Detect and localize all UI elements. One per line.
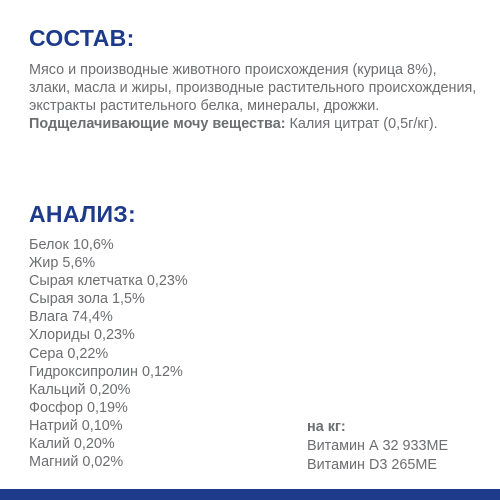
analysis-heading: АНАЛИЗ: — [29, 201, 136, 227]
nutrient-moisture: Влага 74,4% — [29, 309, 113, 326]
vitamin-d3: Витамин D3 265МЕ — [307, 457, 437, 473]
nutrient-potassium: Калий 0,20% — [29, 436, 115, 453]
nutrient-calcium: Кальций 0,20% — [29, 381, 131, 398]
nutrient-magnesium: Магний 0,02% — [29, 454, 124, 471]
per-kg-section — [307, 418, 448, 475]
bottom-bar — [0, 489, 500, 500]
nutrient-crude-ash: Сырая зола 1,5% — [29, 291, 145, 308]
nutrient-list — [29, 236, 188, 471]
composition-heading: СОСТАВ: — [29, 25, 135, 51]
nutrient-sodium: Натрий 0,10% — [29, 417, 123, 434]
nutrient-phosphorus: Фосфор 0,19% — [29, 399, 128, 416]
nutrient-protein: Белок 10,6% — [29, 237, 114, 253]
urine-alkalizer-value: Калия цитрат (0,5г/кг). — [285, 116, 438, 132]
nutrient-sulfur: Сера 0,22% — [29, 345, 109, 362]
vitamin-a: Витамин А 32 933МЕ — [307, 438, 449, 454]
nutrient-fat: Жир 5,6% — [29, 255, 96, 272]
urine-alkalizer-label: Подщелачивающие мочу вещества: — [29, 116, 286, 132]
nutrient-hydroxyproline: Гидроксипролин 0,12% — [29, 363, 183, 380]
nutrient-chlorides: Хлориды 0,23% — [29, 327, 135, 344]
composition-section — [29, 61, 479, 133]
per-kg-title: на кг: — [307, 419, 346, 435]
ingredients-text: Мясо и производные животного происхождения (курица 8%), злаки, масла и жиры, производные растительного происхождения, экстракты растительного белка, минералы, дрожжи. — [29, 62, 477, 114]
nutrient-crude-fiber: Сырая клетчатка 0,23% — [29, 273, 188, 290]
urine-alkalizer-line — [29, 115, 479, 133]
